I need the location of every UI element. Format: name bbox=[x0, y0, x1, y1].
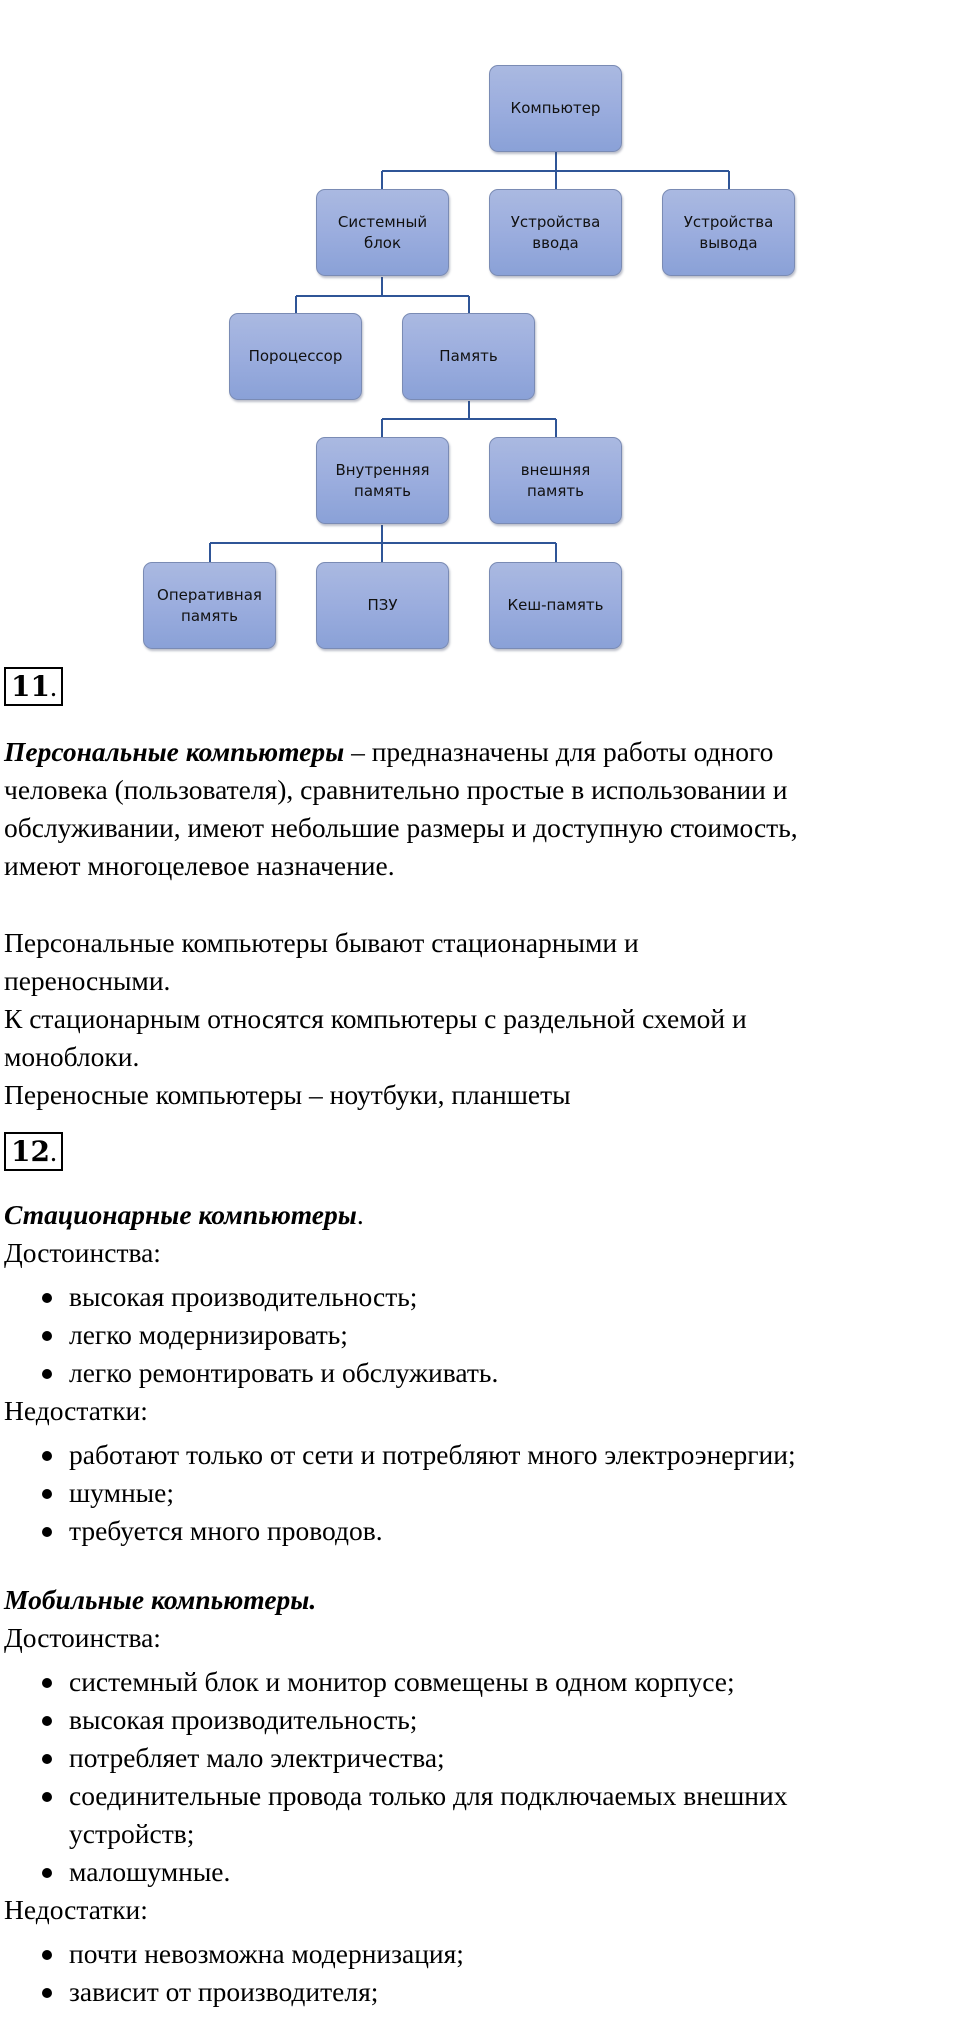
list-item-text: шумные; bbox=[69, 1477, 175, 1508]
list-item bbox=[4, 1663, 956, 1701]
text-fragment: – предназначены для работы одного bbox=[344, 736, 774, 767]
list-item-text: системный блок и монитор совмещены в одном корпусе; bbox=[69, 1666, 735, 1697]
node-system-unit bbox=[316, 189, 449, 276]
section11-types bbox=[4, 924, 956, 1114]
bullet-icon bbox=[42, 1950, 52, 1960]
node-cache bbox=[489, 562, 622, 649]
text-line: имеют многоцелевое назначение. bbox=[4, 850, 395, 881]
list-item-text: высокая производительность; bbox=[69, 1704, 418, 1735]
section-number: 12 bbox=[11, 1135, 50, 1168]
section11-definition bbox=[4, 733, 956, 885]
list-item bbox=[4, 1316, 956, 1354]
bullet-icon bbox=[42, 1527, 52, 1537]
stationary-title-text: Стационарные компьютеры bbox=[4, 1199, 357, 1230]
text-line: переносными. bbox=[4, 965, 171, 996]
term-personal-computers: Персональные компьютеры bbox=[4, 736, 345, 767]
stationary-computers-block bbox=[4, 1196, 956, 1550]
mobile-title-text: Мобильные компьютеры. bbox=[4, 1584, 317, 1615]
text-line bbox=[4, 733, 956, 771]
node-external-memory bbox=[489, 437, 622, 524]
list-item bbox=[4, 1853, 956, 1891]
list-item bbox=[4, 1436, 956, 1474]
bullet-icon bbox=[42, 1451, 52, 1461]
node-label: Пороцессор bbox=[248, 347, 343, 365]
list-item bbox=[4, 1973, 956, 2011]
cons-label: Недостатки: bbox=[4, 1395, 148, 1426]
list-item bbox=[4, 1512, 956, 1550]
text-line: моноблоки. bbox=[4, 1041, 140, 1072]
list-item bbox=[4, 1739, 956, 1777]
bullet-icon bbox=[42, 1716, 52, 1726]
node-label: Память bbox=[439, 347, 498, 365]
list-item-text: малошумные. bbox=[69, 1856, 231, 1887]
bullet-icon bbox=[42, 1293, 52, 1303]
list-item-text: легко модернизировать; bbox=[69, 1319, 348, 1350]
node-memory bbox=[402, 313, 535, 400]
node-output-devices bbox=[662, 189, 795, 276]
node-label: ПЗУ bbox=[367, 596, 398, 614]
mobile-computers-block bbox=[4, 1581, 956, 2011]
list-item-text: требуется много проводов. bbox=[69, 1515, 383, 1546]
bullet-icon bbox=[42, 1331, 52, 1341]
connector-internal-memory-children bbox=[210, 525, 556, 562]
node-label: внешняя память bbox=[520, 460, 591, 500]
bullet-icon bbox=[42, 1754, 52, 1764]
node-label: Устройства вывода bbox=[683, 212, 774, 252]
node-ram bbox=[143, 562, 276, 649]
connector-memory-children bbox=[382, 401, 556, 437]
computer-structure-diagram bbox=[0, 0, 960, 660]
section-number-dot: . bbox=[49, 1137, 57, 1168]
stationary-pros-list bbox=[4, 1278, 956, 1392]
pros-label: Достоинства: bbox=[4, 1237, 161, 1268]
stationary-title bbox=[4, 1196, 956, 1234]
node-label: Внутренняя память bbox=[335, 460, 430, 500]
bullet-icon bbox=[42, 1792, 52, 1802]
section-number-11 bbox=[4, 667, 63, 706]
node-label: Системный блок bbox=[337, 212, 428, 252]
text-line: Персональные компьютеры бывают стационарными и bbox=[4, 927, 639, 958]
bullet-icon bbox=[42, 1868, 52, 1878]
mobile-title bbox=[4, 1581, 956, 1619]
pros-label: Достоинства: bbox=[4, 1622, 161, 1653]
node-computer bbox=[489, 65, 622, 152]
node-internal-memory bbox=[316, 437, 449, 524]
list-item-text: высокая производительность; bbox=[69, 1281, 418, 1312]
list-item-text: работают только от сети и потребляют много электроэнергии; bbox=[69, 1439, 796, 1470]
bullet-icon bbox=[42, 1678, 52, 1688]
list-item-text-continued: устройств; bbox=[69, 1818, 195, 1849]
list-item bbox=[4, 1278, 956, 1316]
list-item bbox=[4, 1701, 956, 1739]
bullet-icon bbox=[42, 1988, 52, 1998]
node-label: Кеш-память bbox=[507, 596, 604, 614]
mobile-cons-list bbox=[4, 1935, 956, 2011]
list-item-text: почти невозможна модернизация; bbox=[69, 1938, 464, 1969]
node-label: Устройства ввода bbox=[510, 212, 601, 252]
bullet-icon bbox=[42, 1489, 52, 1499]
list-item-text: зависит от производителя; bbox=[69, 1976, 379, 2007]
title-dot: . bbox=[356, 1199, 364, 1230]
text-line: Переносные компьютеры – ноутбуки, планшеты bbox=[4, 1079, 571, 1110]
text-line: человека (пользователя), сравнительно простые в использовании и bbox=[4, 774, 788, 805]
list-item-text: потребляет мало электричества; bbox=[69, 1742, 445, 1773]
section-number-dot: . bbox=[49, 672, 57, 703]
node-rom bbox=[316, 562, 449, 649]
node-processor bbox=[229, 313, 362, 400]
section-number-12 bbox=[4, 1132, 63, 1171]
list-item-text: легко ремонтировать и обслуживать. bbox=[69, 1357, 499, 1388]
mobile-pros-list bbox=[4, 1663, 956, 1891]
text-line: К стационарным относятся компьютеры с раздельной схемой и bbox=[4, 1003, 747, 1034]
text-line: обслуживании, имеют небольшие размеры и доступную стоимость, bbox=[4, 812, 798, 843]
list-item bbox=[4, 1354, 956, 1392]
list-item-text: соединительные провода только для подключаемых внешних bbox=[69, 1780, 788, 1811]
list-item bbox=[4, 1474, 956, 1512]
bullet-icon bbox=[42, 1369, 52, 1379]
node-input-devices bbox=[489, 189, 622, 276]
stationary-cons-list bbox=[4, 1436, 956, 1550]
section-number: 11 bbox=[11, 670, 50, 703]
cons-label: Недостатки: bbox=[4, 1894, 148, 1925]
connector-root-children bbox=[382, 152, 729, 189]
list-item bbox=[4, 1777, 956, 1853]
node-label: Компьютер bbox=[510, 99, 601, 117]
node-label: Оперативная память bbox=[157, 585, 262, 625]
connector-system-unit-children bbox=[296, 277, 469, 313]
list-item bbox=[4, 1935, 956, 1973]
